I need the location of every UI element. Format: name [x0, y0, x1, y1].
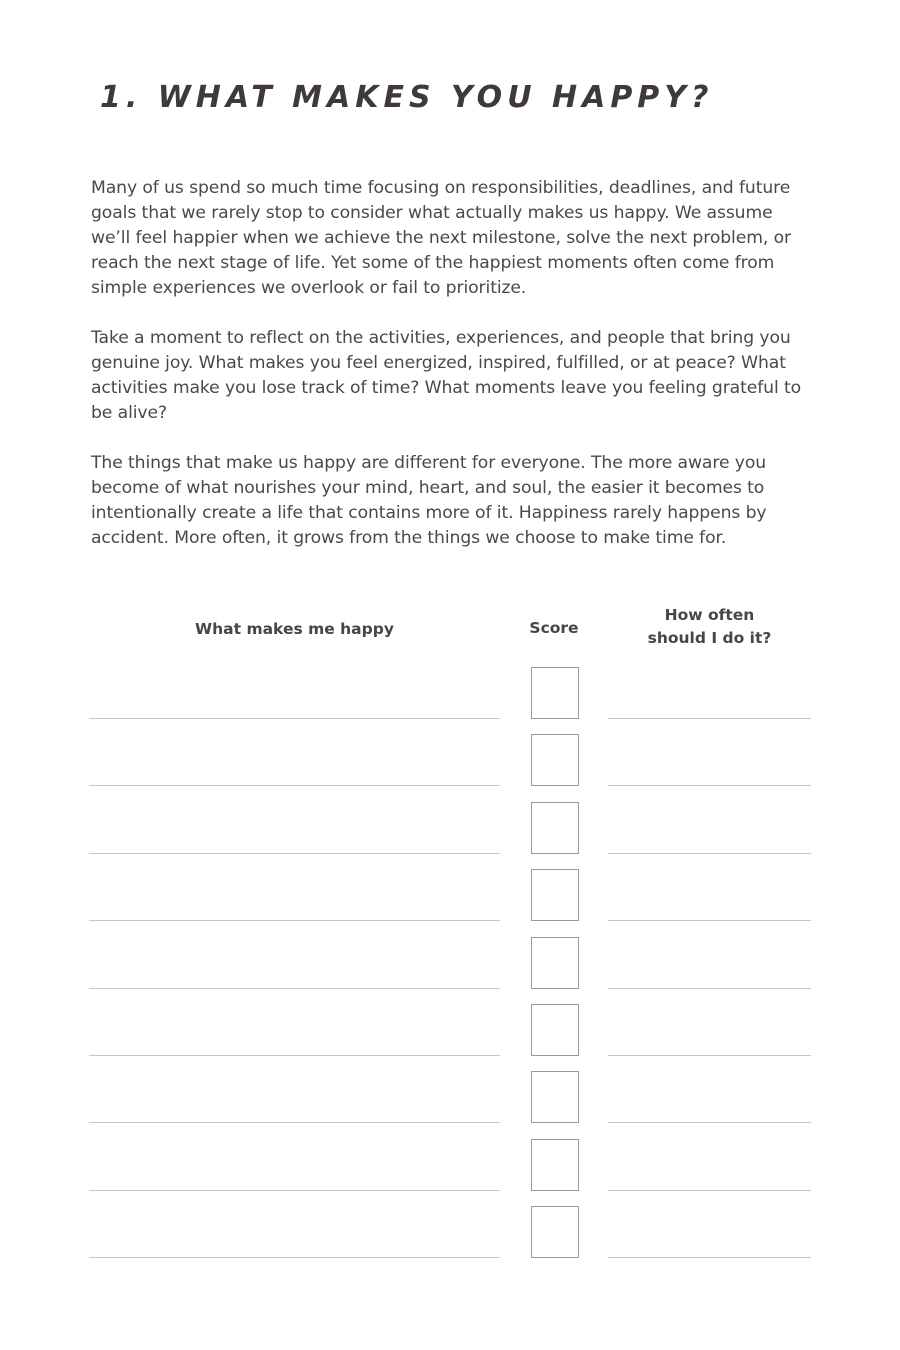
score-box[interactable] — [531, 1206, 579, 1258]
intro-paragraph: Many of us spend so much time focusing on responsibilities, deadlines, and future goals that we rarely stop to consider what actually makes us happy. We assume we’ll feel happier when we achieve the next milestone, solve the next problem, or reach the next stage of life. Yet some of the happiest moments often come from simple experiences we overlook or fail to prioritize. — [91, 178, 791, 298]
page-title: 1. WHAT MAKES YOU HAPPY? — [100, 80, 714, 115]
table-row — [0, 989, 900, 1056]
how-often-field[interactable] — [608, 1257, 811, 1258]
score-box[interactable] — [531, 1071, 579, 1123]
table-row — [0, 719, 900, 786]
score-box[interactable] — [531, 734, 579, 786]
table-row — [0, 652, 900, 719]
how-often-field[interactable] — [608, 785, 811, 786]
score-box[interactable] — [531, 802, 579, 854]
what-makes-me-happy-field[interactable] — [89, 1257, 500, 1258]
table-row — [0, 787, 900, 854]
table-row — [0, 1056, 900, 1123]
intro-paragraph: Take a moment to reflect on the activities, experiences, and people that bring you genuine joy. What makes you feel energized, inspired, fulfilled, or at peace? What activities make you lose track of time? What moments leave you feeling grateful to be alive? — [91, 328, 802, 423]
score-box[interactable] — [531, 937, 579, 989]
how-often-field[interactable] — [608, 920, 811, 921]
table-row — [0, 854, 900, 921]
table-row — [0, 1191, 900, 1258]
column-header-what-makes-me-happy: What makes me happy — [195, 620, 394, 638]
intro-paragraph: The things that make us happy are different for everyone. The more aware you become of what nourishes your mind, heart, and soul, the easier it becomes to intentionally create a life that contains more of it. Happiness rarely happens by accident. More often, it grows from the things we choose to make time for. — [91, 453, 767, 548]
score-box[interactable] — [531, 869, 579, 921]
what-makes-me-happy-field[interactable] — [89, 920, 500, 921]
column-header-how-often: How often should I do it? — [647, 606, 772, 647]
column-header-score: Score — [529, 619, 579, 637]
what-makes-me-happy-field[interactable] — [89, 1122, 500, 1123]
table-row — [0, 922, 900, 989]
what-makes-me-happy-field[interactable] — [89, 785, 500, 786]
score-box[interactable] — [531, 1004, 579, 1056]
score-box[interactable] — [531, 1139, 579, 1191]
table-row — [0, 1124, 900, 1191]
score-box[interactable] — [531, 667, 579, 719]
how-often-field[interactable] — [608, 1122, 811, 1123]
